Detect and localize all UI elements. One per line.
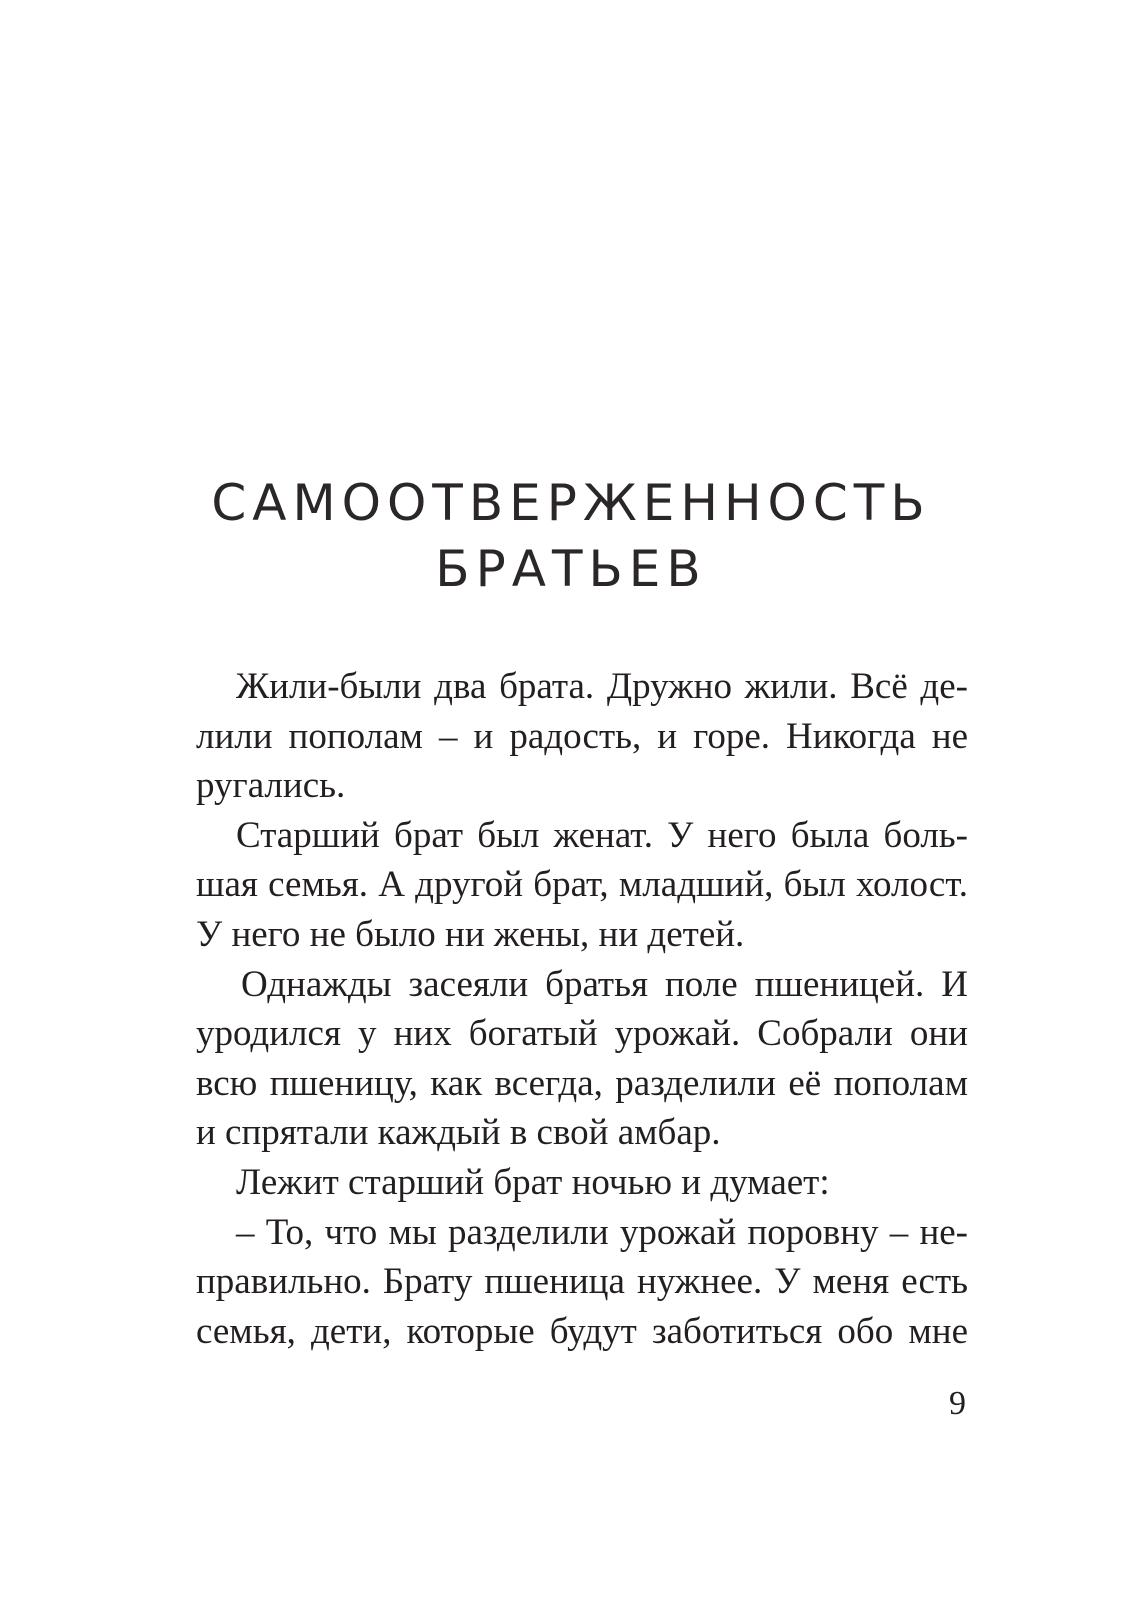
chapter-title-line-1: САМООТВЕРЖЕННОСТЬ [211, 474, 931, 532]
text-line: семья, дети, которые будут заботиться обо мне [196, 1310, 968, 1352]
text-line: уродился у них богатый урожай. Собрали они [196, 1013, 968, 1055]
text-line: правильно. Брату пшеница нужнее. У меня есть [196, 1261, 968, 1303]
page-number: 9 [949, 1385, 966, 1422]
text-line: ругались. [196, 765, 346, 807]
text-line: Однажды засеяли братья поле пшеницей. И [241, 963, 968, 1005]
text-line: – То, что мы разделили урожай поровну – не- [236, 1211, 968, 1253]
body-text [196, 662, 968, 1356]
text-line: шая семья. А другой брат, младший, был холост. [196, 864, 968, 906]
text-line: и спрятали каждый в свой амбар. [196, 1112, 721, 1154]
text-line: Жили-были два брата. Дружно жили. Всё де- [236, 666, 968, 707]
text-line: лили пополам – и радость, и горе. Никогда не [196, 715, 968, 757]
text-line: У него не было ни жены, ни детей. [196, 913, 745, 955]
text-line: Лежит старший брат ночью и думает: [236, 1161, 830, 1203]
text-line: Старший брат был женат. У него была боль- [236, 814, 968, 856]
text-line: всю пшеницу, как всегда, разделили её пополам [196, 1062, 968, 1104]
chapter-title [0, 470, 1142, 602]
chapter-title-line-2: БРАТЬЕВ [435, 540, 707, 598]
